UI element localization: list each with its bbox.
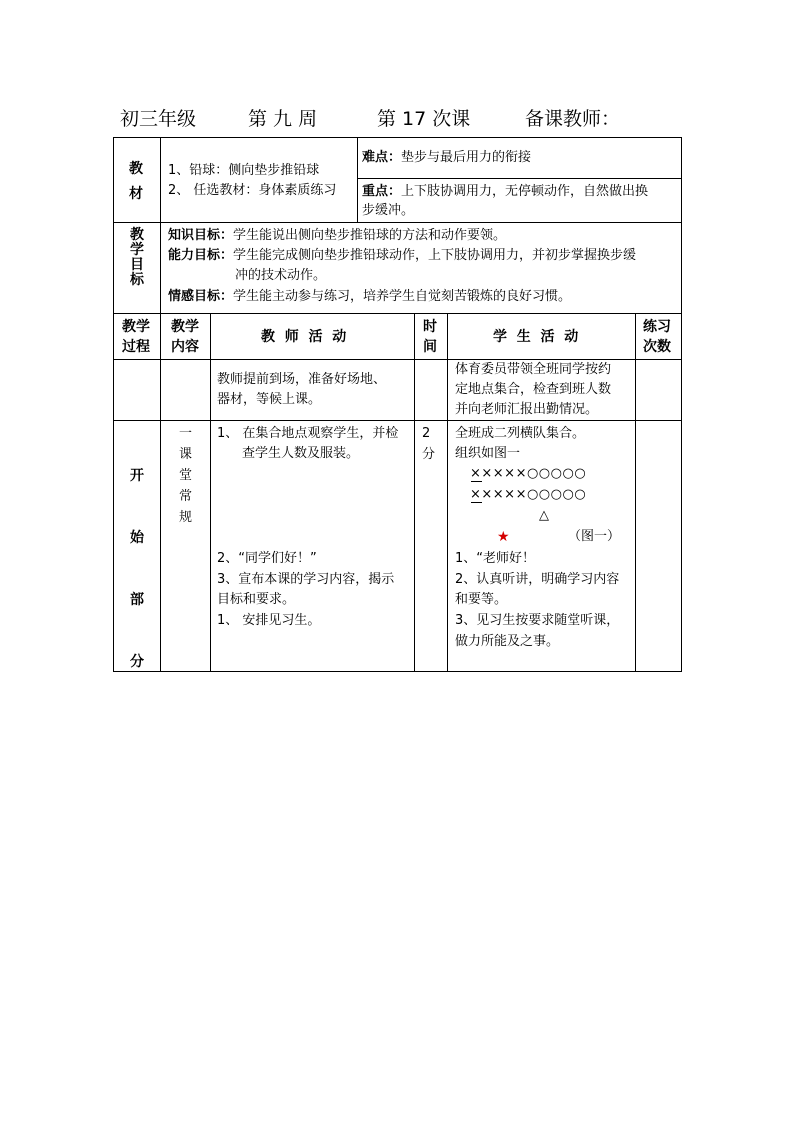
pre-teacher-2: 器材，等候上课。 [217,392,322,407]
teacher-step-1a: 1、 在集合地点观察学生，并检 [217,426,399,441]
knowledge-objective [168,226,506,246]
material-item-2: 2、 任选教材：身体素质练习 [168,183,337,198]
ability-label: 能力目标： [168,248,234,263]
header-grade: 初三年级 [120,108,197,130]
col-content-1: 教学 [171,319,199,335]
content-char-2: 课 [179,447,193,462]
col-time-2: 间 [423,339,437,355]
content-char-3: 堂 [179,468,193,483]
student-line-5a: 3、见习生按要求随堂听课， [455,613,620,628]
difficulty-line [362,148,531,168]
teacher-step-1b: 查学生人数及服装。 [242,446,360,461]
time-unit: 分 [422,447,436,462]
col-content-2: 内容 [171,339,199,355]
content-char-4: 常 [179,489,193,504]
col-reps-2: 次数 [643,339,671,355]
objectives-label-3: 目 [130,257,144,273]
key-text-1: 上下肢协调用力，无停顿动作，自然做出换 [401,184,649,199]
difficulty-text: 垫步与最后用力的衔接 [401,150,532,165]
student-line-2: 组织如图一 [455,446,521,461]
time-value: 2 [422,426,431,441]
difficulty-label: 难点： [362,150,402,165]
header-teacher-label: 备课教师： [525,108,621,130]
ability-objective [168,246,636,266]
start-process-4: 分 [130,654,144,670]
key-label: 重点： [362,184,402,199]
teacher-step-3a: 3、宣布本课的学习内容，揭示 [217,572,395,587]
pre-student-2: 定地点集合，检查到班人数 [455,382,612,397]
formation-row-2: ×××××○○○○○ [470,487,587,502]
col-reps-1: 练习 [643,319,671,335]
pre-student-3: 并向老师汇报出勤情况。 [455,402,599,417]
emotion-objective [168,287,571,307]
emotion-label: 情感目标： [168,289,234,304]
material-item-1: 1、铅球：侧向垫步推铅球 [168,163,320,178]
teacher-position-triangle: △ [539,508,549,523]
figure-label: （图一） [568,529,621,544]
knowledge-text: 学生能说出侧向垫步推铅球的方法和动作要领。 [233,228,507,243]
teacher-step-2: 2、“同学们好！” [217,551,317,566]
objectives-label-2: 学 [130,242,144,258]
objectives-label-4: 标 [130,272,144,288]
start-process-1: 开 [130,468,144,484]
content-char-5: 规 [179,510,193,525]
header-lesson: 第 17 次课 [377,108,471,130]
col-process-2: 过程 [122,339,150,355]
emotion-text: 学生能主动参与练习，培养学生自觉刻苦锻炼的良好习惯。 [233,289,572,304]
header-week: 第 九 周 [248,108,318,130]
teacher-step-4: 1、 安排见习生。 [217,613,321,628]
col-process-1: 教学 [122,319,150,335]
student-line-4a: 2、认真听讲，明确学习内容 [455,572,620,587]
student-line-4b: 和要等。 [455,592,508,607]
star-icon: ★ [497,529,510,545]
col-time-1: 时 [423,319,437,335]
ability-text-1: 学生能完成侧向垫步推铅球动作，上下肢协调用力，并初步掌握换步缓 [233,248,637,263]
formation-underline-2 [471,502,482,503]
ability-text-2: 冲的技术动作。 [235,268,327,283]
content-char-1: 一 [179,426,193,441]
formation-row-1: ×××××○○○○○ [470,466,587,481]
key-line-2: 步缓冲。 [362,203,415,218]
teacher-step-3b: 目标和要求。 [217,592,296,607]
pre-teacher-1: 教师提前到场，准备好场地、 [217,372,387,387]
col-student: 学 生 活 动 [493,329,579,345]
material-label-1: 教 [129,161,143,177]
student-line-1: 全班成二列横队集合。 [455,426,586,441]
formation-underline-1 [471,481,482,482]
objectives-label-1: 教 [130,227,144,243]
pre-student-1: 体育委员带领全班同学按约 [455,362,612,377]
start-process-3: 部 [130,592,144,608]
key-line-1 [362,182,648,202]
material-label-2: 材 [129,186,143,202]
student-line-5b: 做力所能及之事。 [455,634,560,649]
student-line-3: 1、“老师好！ [455,551,536,566]
start-process-2: 始 [130,530,144,546]
col-teacher: 教 师 活 动 [261,329,347,345]
knowledge-label: 知识目标： [168,228,234,243]
